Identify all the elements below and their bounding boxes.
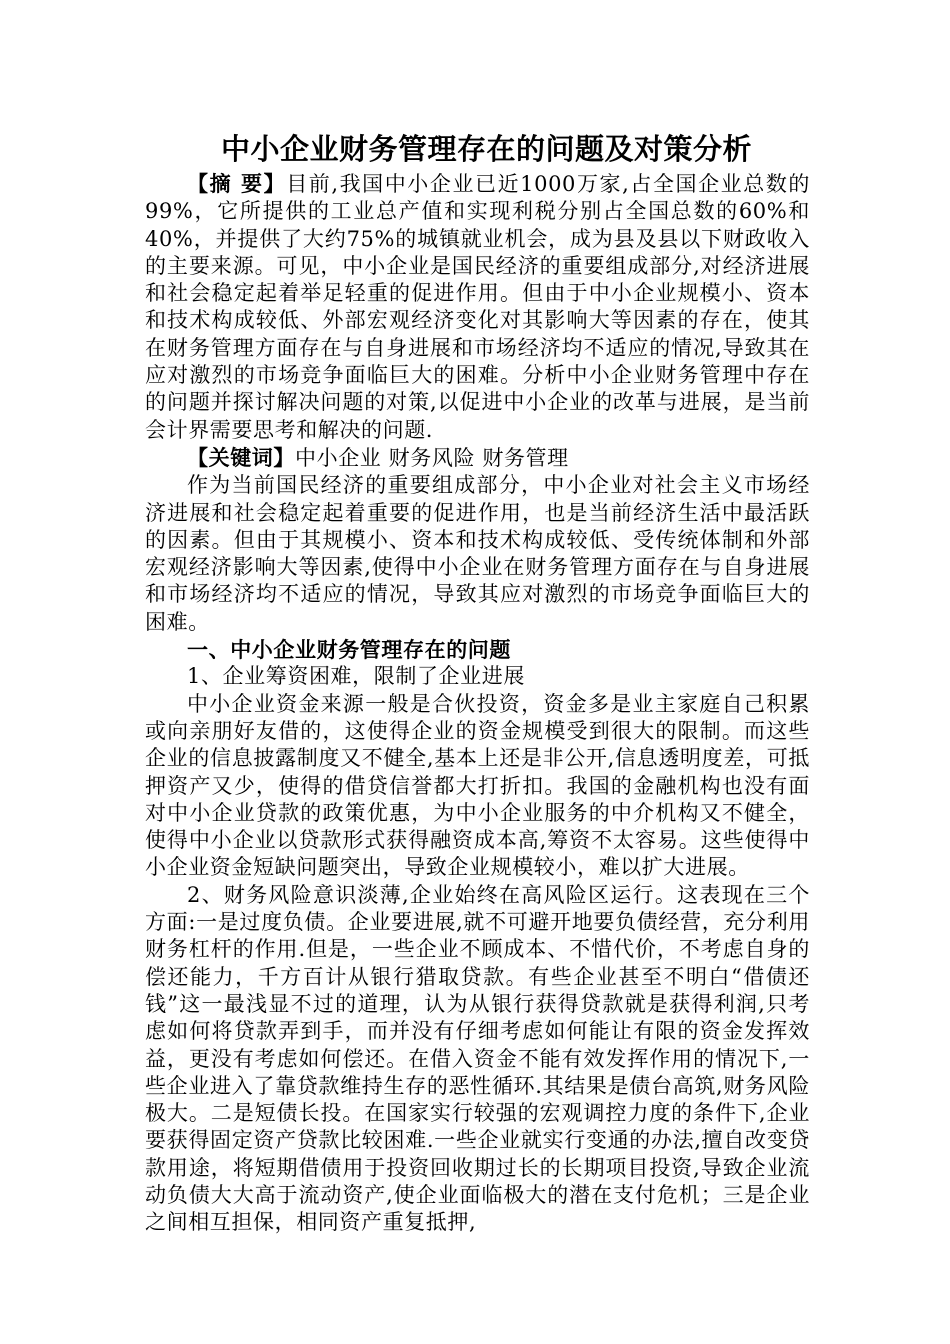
section-heading: 一、中小企业财务管理存在的问题	[187, 637, 511, 663]
abstract-paragraph	[145, 170, 810, 444]
document-title: 中小企业财务管理存在的问题及对策分析	[220, 132, 752, 166]
subsection-heading: 1、企业筹资困难，限制了企业进展	[187, 664, 525, 689]
intro-paragraph: 作为当前国民经济的重要组成部分，中小企业对社会主义市场经济进展和社会稳定起着重要的促进作用，也是当前经济生活中最活跃的因素。但由于其规模小、资本和技术构成较低、受传统体制和外部宏观经济影响大等因素,使得中小企业在财务管理方面存在与自身进展和市场经济均不适应的情况，导致其应对激烈的市场竞争面临巨大的困难。	[145, 473, 810, 634]
document-page	[145, 128, 810, 1237]
keywords-label: 【关键词】	[187, 444, 295, 470]
keywords-text: 中小企业 财务风险 财务管理	[295, 445, 569, 470]
body-paragraph: 中小企业资金来源一般是合伙投资，资金多是业主家庭自己积累或向亲朋好友借的，这使得企业的资金规模受到很大的限制。而这些企业的信息披露制度又不健全,基本上还是非公开,信息透明度差，可抵押资产又少，使得的借贷信誉都大打折扣。我国的金融机构也没有面对中小企业贷款的政策优惠，为中小企业服务的中介机构又不健全，使得中小企业以贷款形式获得融资成本高,筹资不太容易。这些使得中小企业资金短缺问题突出，导致企业规模较小，难以扩大进展。	[145, 691, 810, 880]
keywords-paragraph	[145, 444, 810, 472]
abstract-text: 目前,我国中小企业已近1000万家,占全国企业总数的99%，它所提供的工业总产值和实现利税分别占全国总数的60%和40%，并提供了大约75%的城镇就业机会，成为县及县以下财政收入的主要来源。可见，中小企业是国民经济的重要组成部分,对经济进展和社会稳定起着举足轻重的促进作用。但由于中小企业规模小、资本和技术构成较低、外部宏观经济变化对其影响大等因素的存在，使其在财务管理方面存在与自身进展和市场经济均不适应的情况,导致其在应对激烈的市场竞争面临巨大的困难。分析中小企业财务管理中存在的问题并探讨解决问题的对策,以促进中小企业的改革与进展，是当前会计界需要思考和解决的问题.	[145, 172, 810, 442]
abstract-label: 【摘 要】	[187, 171, 287, 196]
body-paragraph: 2、财务风险意识淡薄,企业始终在高风险区运行。这表现在三个方面:一是过度负债。企业要进展,就不可避开地要负债经营，充分利用财务杠杆的作用.但是，一些企业不顾成本、不惜代价，不考虑自身的偿还能力，千方百计从银行猎取贷款。有些企业甚至不明白“借债还钱”这一最浅显不过的道理，认为从银行获得贷款就是获得利润,只考虑如何将贷款弄到手，而并没有仔细考虑如何能让有限的资金发挥效益，更没有考虑如何偿还。在借入资金不能有效发挥作用的情况下,一些企业进入了靠贷款维持生存的恶性循环.其结果是债台高筑,财务风险极大。二是短债长投。在国家实行较强的宏观调控力度的条件下,企业要获得固定资产贷款比较困难.一些企业就实行变通的办法,擅自改变贷款用途，将短期借债用于投资回收期过长的长期项目投资,导致企业流动负债大大高于流动资产,使企业面临极大的潜在支付危机；三是企业之间相互担保，相同资产重复抵押,	[145, 882, 810, 1235]
